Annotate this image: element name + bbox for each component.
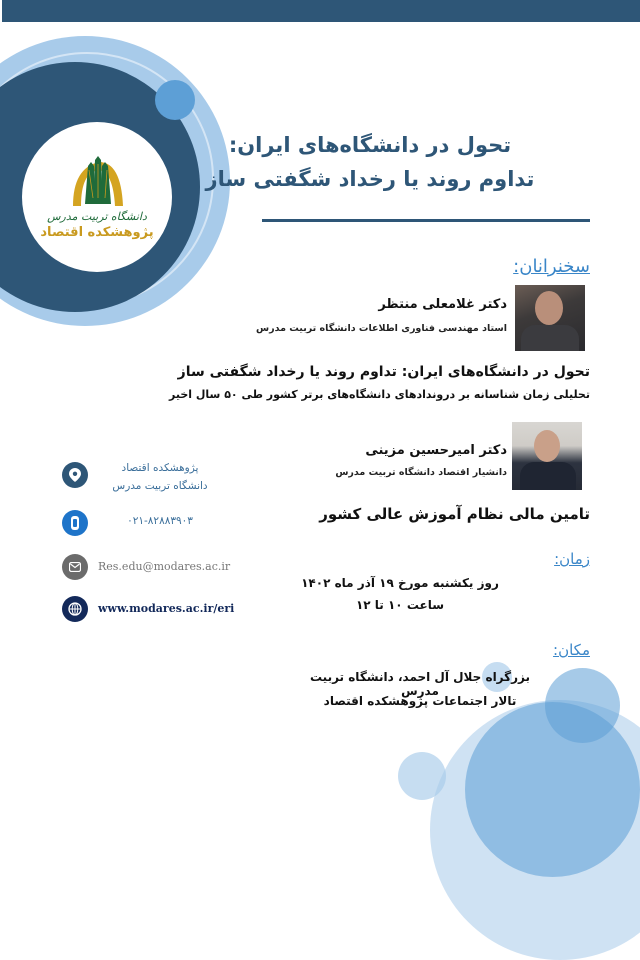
- decorative-circle: [155, 80, 195, 120]
- website-link[interactable]: www.modares.ac.ir/eri: [98, 602, 235, 615]
- institute-name: پژوهشکده اقتصاد: [40, 225, 154, 240]
- talk-1-title: تحول در دانشگاه‌های ایران: تداوم روند یا رخداد شگفتی ساز: [177, 364, 590, 380]
- phone-number[interactable]: ۰۲۱-۸۲۸۸۳۹۰۳: [127, 515, 193, 527]
- place-label: مکان:: [553, 641, 590, 659]
- speaker-2-name: دکتر امیرحسین مزینی: [365, 443, 507, 458]
- phone-icon: [62, 510, 88, 536]
- event-hours: ساعت ۱۰ تا ۱۲: [355, 598, 445, 612]
- event-title-line1: تحول در دانشگاه‌های ایران:: [228, 133, 512, 157]
- place-hall: تالار اجتماعات پژوهشکده اقتصاد: [323, 694, 517, 708]
- event-title: [190, 128, 550, 196]
- envelope-icon: [62, 554, 88, 580]
- event-title-line2: تداوم روند یا رخداد شگفتی ساز: [205, 167, 535, 191]
- talk-1-subtitle: تحلیلی زمان شناسانه بر دروندادهای دانشگاه‌های برتر کشور طی ۵۰ سال اخیر: [169, 388, 590, 401]
- speaker-face: [535, 291, 563, 325]
- event-date: روز یکشنبه مورخ ۱۹ آذر ماه ۱۴۰۲: [301, 576, 499, 590]
- title-divider: [262, 219, 590, 222]
- speaker-2-photo: [512, 422, 582, 490]
- institute-logo: [22, 122, 172, 272]
- speaker-1-photo: [515, 285, 585, 351]
- speaker-2-role: دانشیار اقتصاد دانشگاه تربیت مدرس: [335, 467, 507, 478]
- speaker-face: [534, 430, 560, 462]
- talk-2-title: تامین مالی نظام آموزش عالی کشور: [319, 505, 590, 523]
- address-line1: پژوهشکده اقتصاد: [121, 462, 199, 474]
- university-name: دانشگاه تربیت مدرس: [47, 210, 147, 223]
- email-link[interactable]: Res.edu@modares.ac.ir: [98, 560, 231, 573]
- speaker-1-name: دکتر غلامعلی منتظر: [378, 297, 507, 312]
- speakers-label: سخنرانان:: [513, 256, 590, 277]
- tarbiat-modares-emblem-icon: [67, 154, 127, 208]
- decorative-circle: [398, 752, 446, 800]
- speaker-suit: [520, 462, 576, 490]
- speaker-1-role: استاد مهندسی فناوری اطلاعات دانشگاه تربیت مدرس: [256, 323, 507, 334]
- top-banner-bar: [2, 0, 640, 22]
- speaker-suit: [521, 325, 579, 351]
- place-address: بزرگراه جلال آل احمد، دانشگاه تربیت مدرس: [309, 670, 531, 698]
- decorative-circle: [545, 668, 620, 743]
- globe-icon: [62, 596, 88, 622]
- location-pin-icon: [62, 462, 88, 488]
- time-label: زمان:: [554, 550, 590, 568]
- address-line2: دانشگاه تربیت مدرس: [112, 480, 208, 492]
